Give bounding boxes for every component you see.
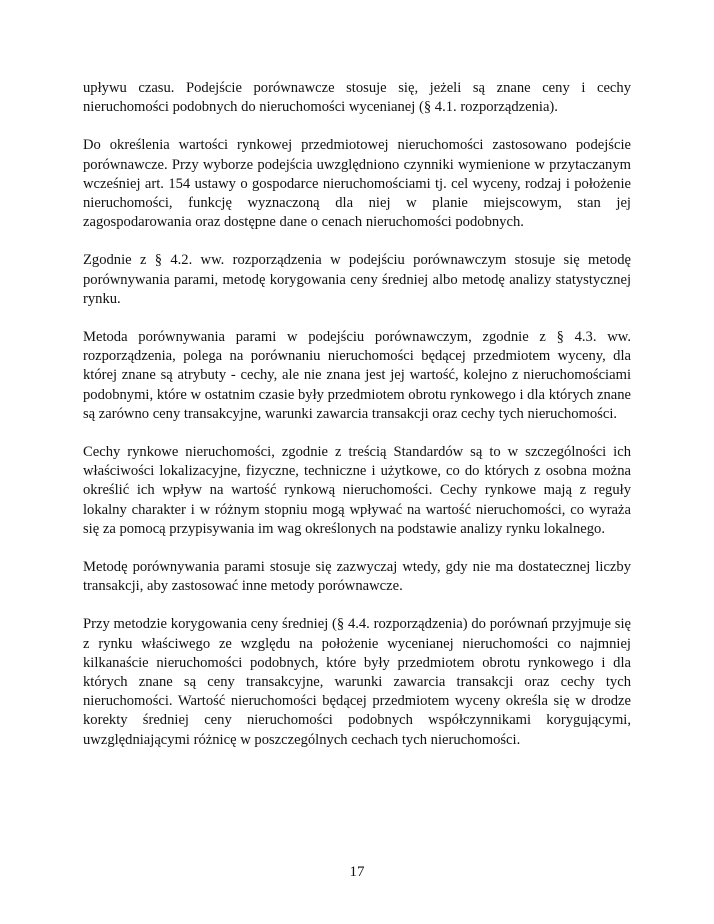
paragraph-average-price-correction: Przy metodzie korygowania ceny średniej (§ 4.4. rozporządzenia) do porównań przyjmuje się z rynku właściwego ze względu na położenie wycenianej nieruchomości co najmniej kilkanaście nieruchomości podobnych, które były przedmiotem obrotu rynkowego i dla których znane są ceny transakcyjne, warunki zawarcia transakcji oraz cechy tych nieruchomości. Wartość nieruchomości będącej przedmiotem wyceny określa się w drodze korekty średniej ceny nieruchomości podobnych współczynnikami korygującymi, uwzględniającymi różnicę w poszczególnych cechach tych nieruchomości. [83, 616, 631, 748]
document-body [83, 79, 631, 769]
paragraph-pair-comparison: Metoda porównywania parami w podejściu porównawczym, zgodnie z § 4.3. ww. rozporządzenia, polega na porównaniu nieruchomości będącej przedmiotem wyceny, dla której znane są atrybuty - cechy, ale nie znana jest jej wartość, kolejno z nieruchomościami podobnymi, które w ostatnim czasie były przedmiotem obrotu rynkowego i dla których znane są zarówno ceny transakcyjne, warunki zawarcia transakcji oraz cechy tych nieruchomości. [83, 329, 631, 422]
paragraph-methods: Zgodnie z § 4.2. ww. rozporządzenia w podejściu porównawczym stosuje się metodę porównywania parami, metodę korygowania ceny średniej albo metodę analizy statystycznej rynku. [83, 252, 631, 307]
paragraph-market-features: Cechy rynkowe nieruchomości, zgodnie z treścią Standardów są to w szczególności ich właściwości lokalizacyjne, fizyczne, techniczne i użytkowe, co do których z osobna można określić ich wpływ na wartość rynkową nieruchomości. Cechy rynkowe mają z reguły lokalny charakter i w różnym stopniu mogą wpływać na wartość nieruchomości, co wyraża się za pomocą przypisywania im wag określonych na podstawie analizy rynku lokalnego. [83, 444, 631, 537]
paragraph-approach-selection: Do określenia wartości rynkowej przedmiotowej nieruchomości zastosowano podejście porównawcze. Przy wyborze podejścia uwzględniono czynniki wymienione w przytaczanym wcześniej art. 154 ustawy o gospodarce nieruchomościami tj. cel wyceny, rodzaj i położenie nieruchomości, funkcję wyznaczoną dla niej w planie miejscowym, stan jej zagospodarowania oraz dostępne dane o cenach nieruchomości podobnych. [83, 137, 631, 231]
paragraph-continuation: upływu czasu. Podejście porównawcze stosuje się, jeżeli są znane ceny i cechy nieruchomości podobnych do nieruchomości wycenianej (§ 4.1. rozporządzenia). [83, 80, 631, 116]
page-number: 17 [349, 864, 365, 880]
paragraph-pair-usage: Metodę porównywania parami stosuje się zazwyczaj wtedy, gdy nie ma dostatecznej liczby transakcji, aby zastosować inne metody porównawcze. [83, 559, 631, 595]
